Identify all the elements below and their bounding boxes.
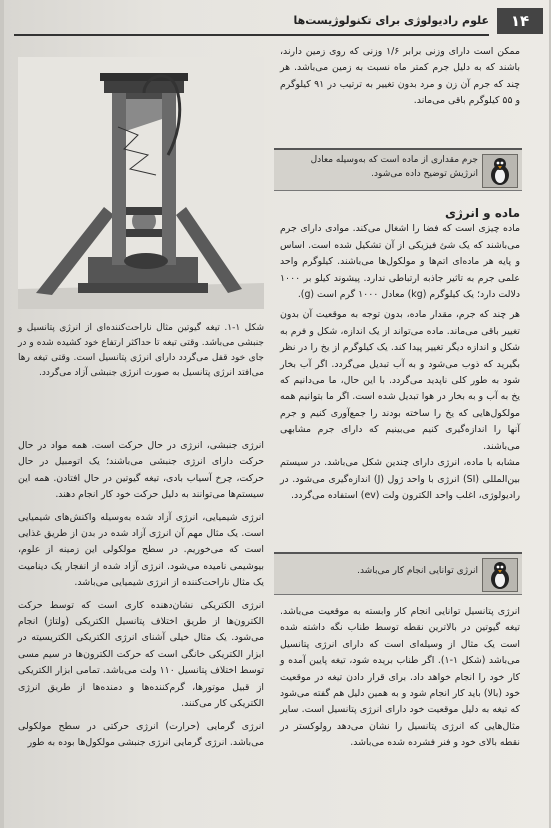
page-header <box>4 8 549 38</box>
paragraph-matter-definition: ماده چیزی است که فضا را اشغال می‌کند. موادی دارای جرم می‌باشند که یک شئ فیزیکی از آن تشکیل شده است. اساس و پایه هر ماده‌ای اتم‌ها و مولکول‌ها می‌باشند. کیلوگرم واحد علمی جرم به تاثیر جاذبه ارتباطی ندارد. پیشوند کیلو بر ۱۰۰۰ دلالت دارد؛ یک کیلوگرم (kg) معادل ۱۰۰۰ گرم است (g). <box>280 223 520 301</box>
paragraph-chemical-energy: انرژی شیمیایی، انرژی آزاد شده به‌وسیله واکنش‌های شیمیایی است. یک مثال مهم آن انرژی آزاد شده در بدن از طریق غذایی است که می‌خوریم. در سطح مولکولی این زمینه از علوم، بیوشیمی نامیده می‌شود. انرژی آزاد شده از انفجار یک دینامیت یک مثال ناراحت‌کننده از انرژی شیمیایی می‌باشد. <box>18 511 264 589</box>
paragraph-kinetic-energy: انرژی جنبشی، انرژی در حال حرکت است. همه مواد در حال حرکت دارای انرژی جنبشی می‌باشند؛ یک اتومبیل در حال حرکت، چرخ آسیاب بادی، تیغه گیوتین در حال افتادن. همه این سیستم‌ها می‌توانند به دلیل حرکت خود کار انجام دهند. <box>18 440 264 501</box>
penguin-icon <box>482 558 518 592</box>
tip-text-mass: جرم مقداری از ماده است که به‌وسیله معادل انرژیش توضیح داده می‌شود. <box>310 155 478 179</box>
paragraph-electrical-energy: انرژی الکتریکی نشان‌دهنده کاری است که توسط حرکت الکترون‌ها از طریق اختلاف پتانسیل الکتریکی (ولتاژ) انجام می‌شود. یک مثال خیلی آشنای انرژی الکتریکی الکتریسیته در ابزار الکتریکی خانگی است که حرکت الکترون‌ها در سیم مسی توسط اختلاف پتانسیل ۱۱۰ ولت می‌باشد. تمامی ابزار الکتریکی از قبیل موتورها، گرم‌کننده‌ها و دمنده‌ها از طریق انرژی الکتریکی کار می‌کنند. <box>18 599 264 710</box>
penguin-icon <box>482 154 518 188</box>
running-title: علوم رادیولوژی برای تکنولوژیست‌ها <box>293 14 489 27</box>
figure-caption <box>18 321 264 381</box>
right-column-bottom <box>280 604 520 752</box>
tip-box-energy <box>274 552 522 595</box>
paragraph-mass-conservation: هر چند که جرم، مقدار ماده، بدون توجه به موقعیت آن بدون تغییر باقی می‌ماند. ماده می‌تواند از یک اندازه، شکل و فرم به شکل و اندازه دیگر تغییر پیدا کند. یک کیلوگرم از یخ را در نظر بگیرید که ذوب می‌شود و به آب تبدیل می‌گردد. اگر آب بخار شود به طور کلی ناپدید می‌گردد. با این حال، ما می‌دانیم که یخ به آب و به بخار در هوا تبدیل شده است. اگر ما بتوانیم همه مولکول‌هایی که یخ را ساخته بودند را جمع‌آوری کنیم و جرم آنها را اندازه‌گیری کنیم می‌بینیم که دارای جرم مشابهی می‌باشند. <box>280 309 520 452</box>
guillotine-illustration <box>18 57 264 309</box>
tip-box-mass <box>274 148 522 191</box>
paragraph-potential-energy: انرژی پتانسیل توانایی انجام کار وابسته به موقعیت می‌باشد. تیغه گیوتین در بالاترین نقطه توسط طناب نگه داشته شده است یک مثال از وسیله‌ای است که دارای انرژی پتانسیل می‌باشد (شکل ۱-۱). اگر طناب بریده شود، تیغه پایین آمده و کار خود را انجام خواهد داد. برای قرار دادن تیغه در موقعیت خود (بالا) باید کار انجام شود و به همین دلیل هم گفته می‌شود که تیغه به دلیل موقعیت خود دارای انرژی پتانسیل است. سایر مثال‌هایی که انرژی پتانسیل را نشان می‌دهد رولوکستر در نقطه بالای خود و فنر فشرده شده می‌باشد. <box>280 606 520 749</box>
right-column-top <box>280 44 520 110</box>
paragraph-energy-units: مشابه با ماده، انرژی دارای چندین شکل می‌باشد. در سیستم بین‌المللی (SI) انرژی با واحد ژول (J) اندازه‌گیری می‌شود. در رادیولوژی، اغلب واحد الکترون ولت (ev) استفاده می‌گردد. <box>280 457 520 501</box>
book-page <box>4 0 549 828</box>
paragraph-moon-mass: ممکن است دارای وزنی برابر ۱/۶ وزنی که روی زمین دارند، باشند که به دلیل جرم کمتر ماه نسبت به زمین می‌باشد. هر چند که جرم آن زن و مرد بدون تغییر به ترتیب در ۹۱ کیلوگرم و ۵۵ کیلوگرم باقی می‌ماند. <box>280 46 520 107</box>
section-heading-matter-energy: ماده و انرژی <box>445 206 520 220</box>
caption-text: شکل ۱-۱. تیغه گیوتین مثال ناراحت‌کننده‌ای از انرژی پتانسیل و جنبشی می‌باشد. وقتی تیغه تا حداکثر ارتفاع خود کشیده شده و در جای خود قفل می‌گردد دارای انرژی پتانسیل است. وقتی تیغه رها می‌افتد انرژی پتانسیل به صورت انرژی جنبشی آزاد می‌گردد. <box>18 323 264 378</box>
header-rule <box>14 34 489 36</box>
left-column-main <box>18 438 264 751</box>
paragraph-thermal-energy: انرژی گرمایی (حرارت) انرژی حرکتی در سطح مولکولی می‌باشد. انرژی گرمایی انرژی جنبشی مولکول‌ها بوده به طور <box>18 720 264 748</box>
tip-text-energy: انرژی توانایی انجام کار می‌باشد. <box>357 566 478 576</box>
page-number: ۱۴ <box>497 8 543 34</box>
matter-energy-section <box>280 205 520 504</box>
